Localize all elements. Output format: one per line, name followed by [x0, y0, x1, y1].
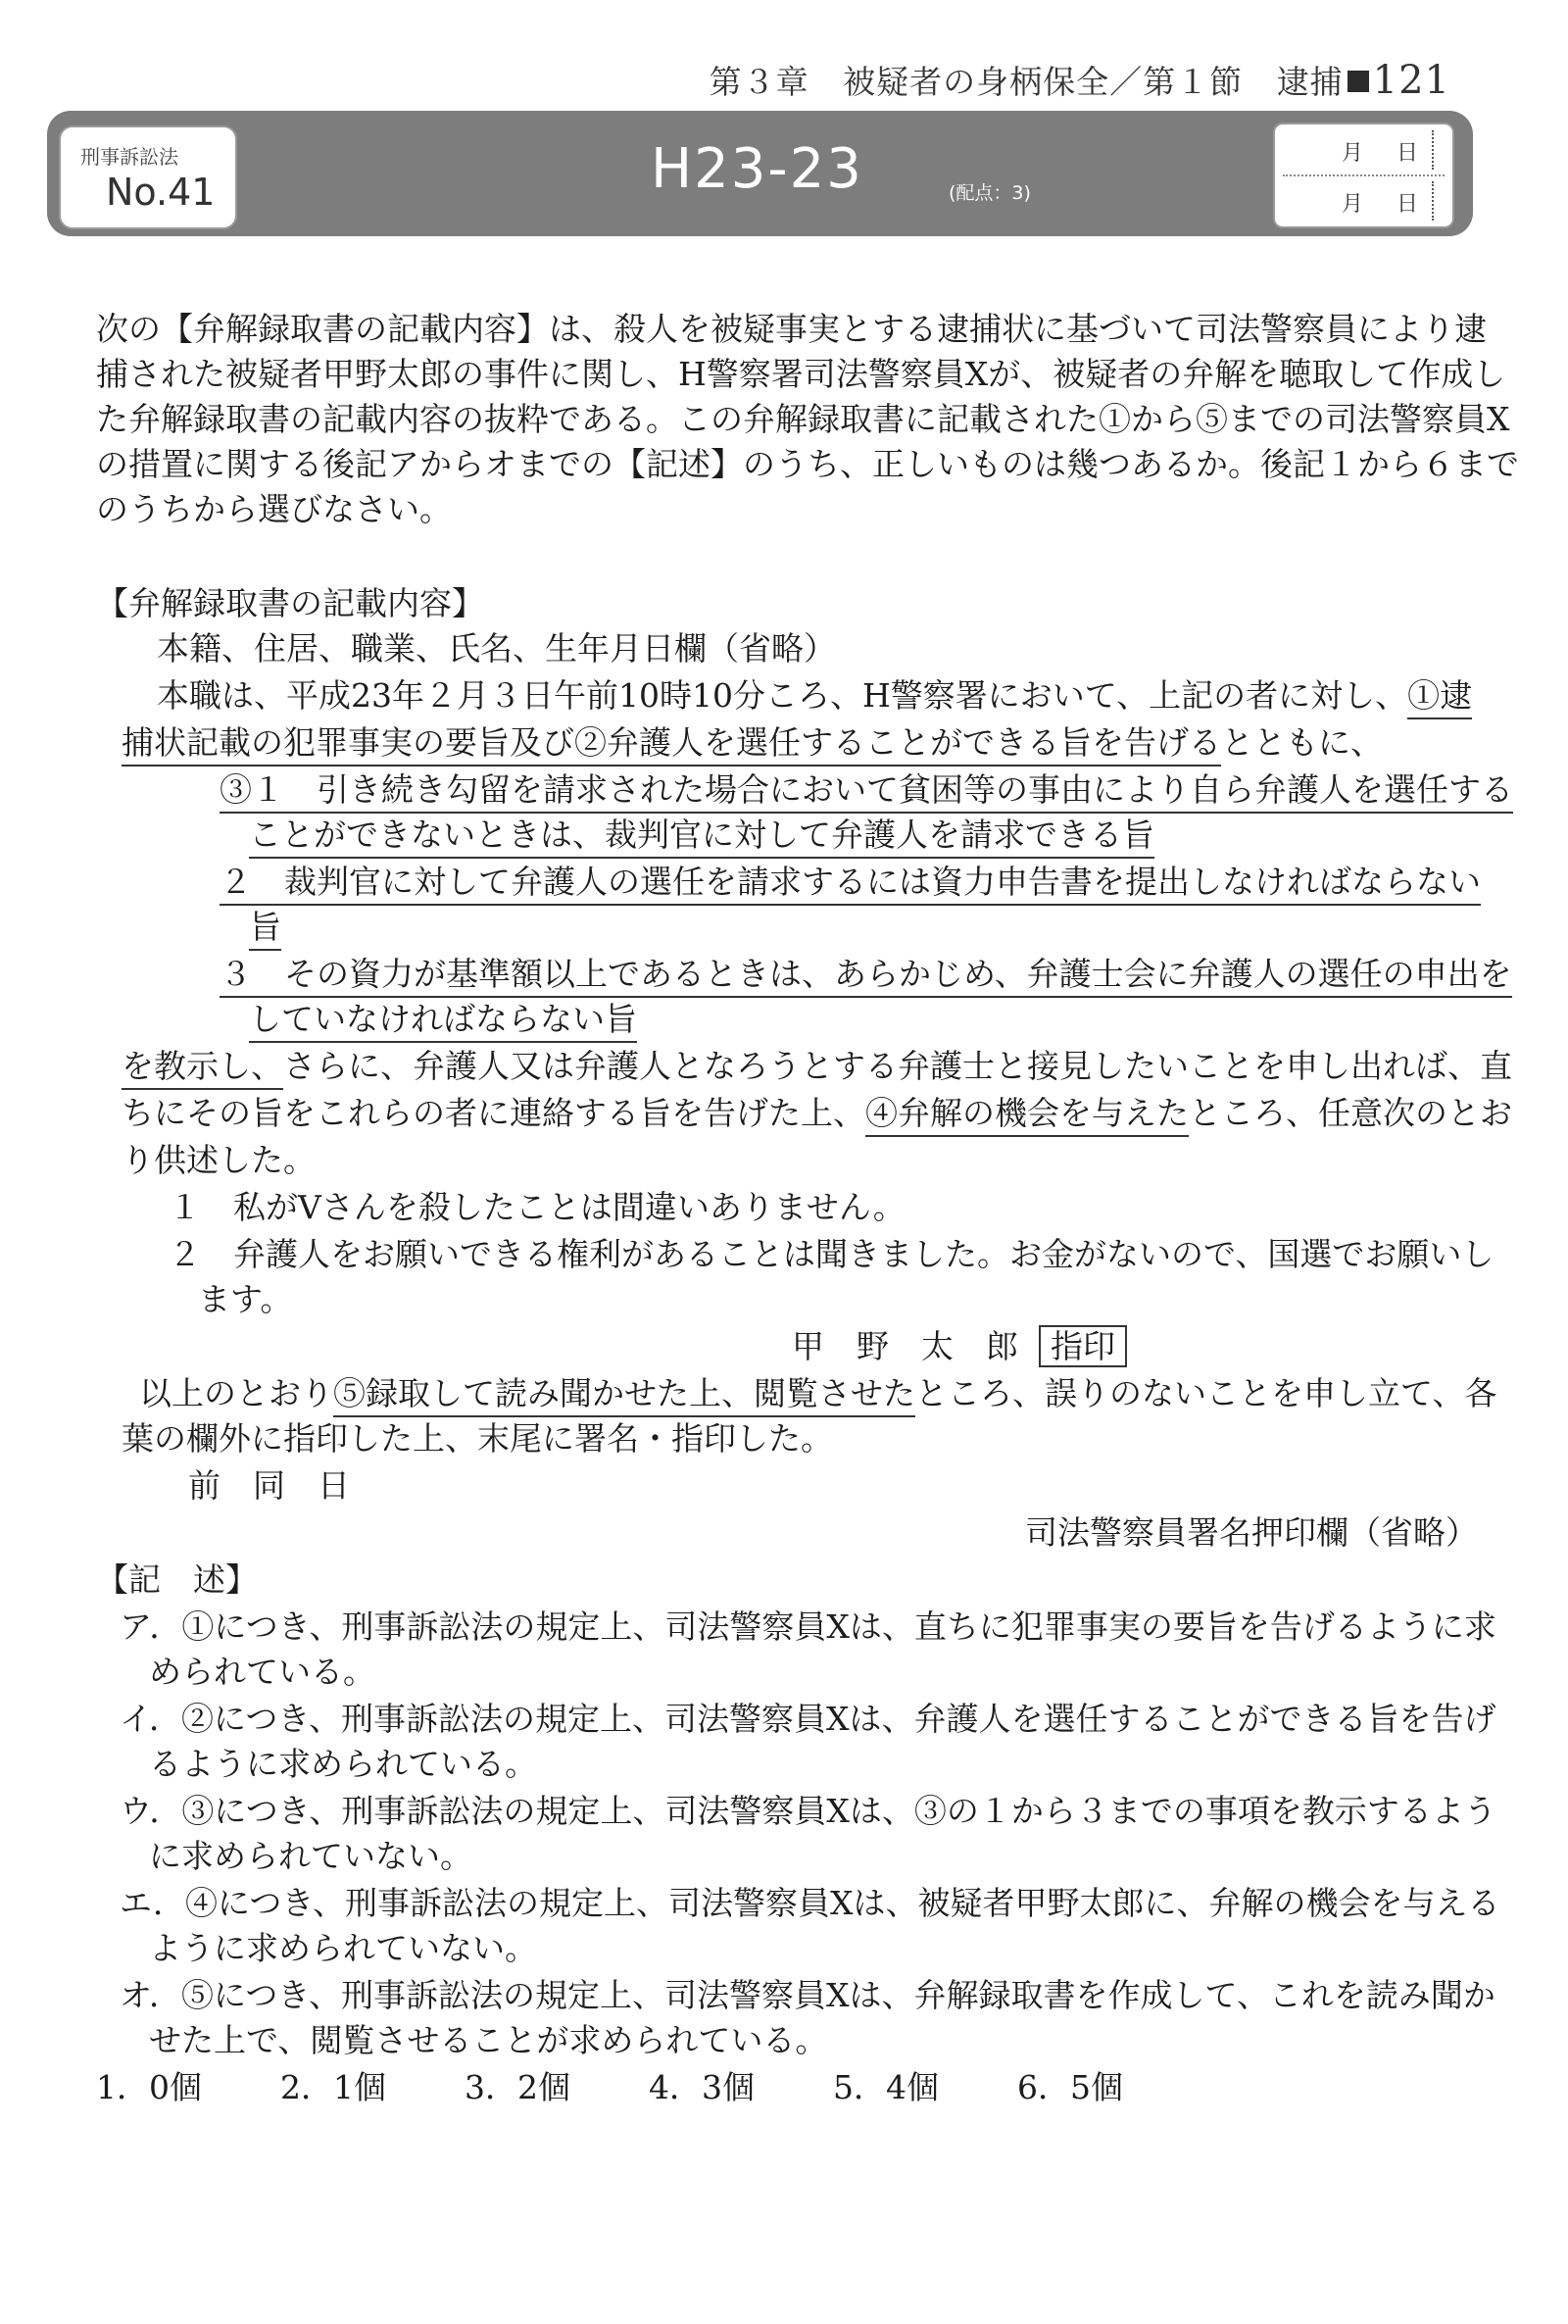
record-text: さらに、弁護人又は弁護人となろうとする弁護士と接見したいことを申し出れば、直	[283, 1047, 1512, 1085]
subject-label: 刑事訴訟法	[80, 145, 178, 169]
record-text: とともに、	[1221, 723, 1383, 762]
underlined-text: を教示し、	[122, 1047, 283, 1090]
question-card	[59, 125, 237, 229]
underlined-text: ④弁解の機会を与えた	[865, 1094, 1189, 1137]
question-line: 捕された被疑者甲野太郎の事件に関し、H警察署司法警察員Xが、被疑者の弁解を聴取して作成し	[96, 355, 1506, 393]
notice-item	[220, 949, 1512, 995]
record-line	[122, 1088, 1512, 1134]
statement-item-cont: せた上で、閲覧させることが求められている。	[149, 2021, 828, 2059]
record-line: 葉の欄外に指印した上、末尾に署名・指印した。	[122, 1419, 833, 1458]
question-number: No.41	[106, 171, 216, 214]
running-header	[710, 57, 1450, 103]
date-row-2[interactable]	[1275, 175, 1452, 224]
date-divider-line	[1432, 130, 1434, 170]
record-heading: 【弁解録取書の記載内容】	[96, 584, 484, 622]
underlined-text: ①逮	[1407, 676, 1472, 719]
question-line: 次の【弁解録取書の記載内容】は、殺人を被疑事実とする逮捕状に基づいて司法警察員により逮	[96, 310, 1487, 348]
statement-line: １ 私がVさんを殺したことは間違いありません。	[169, 1188, 906, 1226]
notice-item	[220, 857, 1481, 903]
statement-item-cont: るように求められている。	[149, 1745, 537, 1783]
month-label: 月	[1342, 141, 1364, 166]
fingerprint-box: 指印	[1039, 1325, 1127, 1367]
underlined-text: 旨	[249, 908, 281, 951]
choice-option[interactable]: 2．1個	[280, 2068, 386, 2106]
statement-line: ２ 弁護人をお願いできる権利があることは聞きました。お金がないので、国選でお願いし	[169, 1235, 1494, 1273]
statement-item: イ．②につき、刑事訴訟法の規定上、司法警察員Xは、弁護人を選任することができる旨を告げ	[120, 1700, 1496, 1738]
record-line	[157, 670, 1472, 717]
record-text: 本職は、平成23年２月３日午前10時10分ころ、H警察署において、上記の者に対し、	[157, 676, 1408, 715]
date-divider-line	[1432, 181, 1434, 221]
statement-item: オ．⑤につき、刑事訴訟法の規定上、司法警察員Xは、弁解録取書を作成して、これを読み聞か	[120, 1976, 1495, 2014]
record-personal: 本籍、住居、職業、氏名、生年月日欄（省略）	[157, 629, 836, 668]
notice-item	[249, 902, 281, 948]
day-label: 日	[1396, 141, 1419, 166]
record-line	[122, 717, 1383, 764]
statement-item: ウ．③につき、刑事訴訟法の規定上、司法警察員Xは、③の１から３までの事項を教示するよう	[120, 1792, 1496, 1830]
record-date: 前 同 日	[188, 1466, 350, 1505]
study-date-box[interactable]	[1273, 123, 1454, 228]
underlined-text: 捕状記載の犯罪事実の要旨及び②弁護人を選任することができる旨を告げる	[122, 723, 1221, 766]
record-text: 以上のとおり	[139, 1374, 333, 1412]
underlined-text: ⑤録取して読み聞かせた上、閲覧させた	[333, 1374, 915, 1417]
choice-option[interactable]: 3．2個	[465, 2068, 570, 2106]
statement-item-cont: ように求められていない。	[149, 1929, 537, 1967]
choice-option[interactable]: 1．0個	[96, 2068, 202, 2106]
date-row-1[interactable]	[1275, 124, 1452, 173]
statement-line: ます。	[198, 1280, 293, 1318]
record-text: ところ、誤りのないことを申し立て、各	[915, 1374, 1497, 1412]
officer-signature-field: 司法警察員署名押印欄（省略）	[1025, 1513, 1478, 1552]
statement-item-cont: に求められていない。	[149, 1837, 472, 1875]
statement-item-cont: められている。	[149, 1653, 375, 1691]
question-line: た弁解録取書の記載内容の抜粋である。この弁解録取書に記載された①から⑤までの司法警察員X	[96, 400, 1510, 438]
record-line: り供述した。	[122, 1141, 316, 1179]
signer-name: 甲 野 太 郎	[792, 1327, 1018, 1365]
signature-line	[792, 1321, 1127, 1367]
underlined-text: ことができないときは、裁判官に対して弁護人を請求できる旨	[249, 816, 1154, 859]
question-line: のうちから選びなさい。	[96, 490, 452, 528]
day-label: 日	[1396, 192, 1419, 217]
square-separator-icon	[1348, 71, 1369, 92]
notice-item	[220, 765, 1513, 811]
underlined-text: していなければならない旨	[249, 1000, 637, 1043]
record-line	[139, 1368, 1496, 1414]
points-label: (配点：3)	[949, 182, 1031, 204]
question-line: の措置に関する後記アからオまでの【記述】のうち、正しいものは幾つあるか。後記１から６まで	[96, 445, 1519, 483]
choice-option[interactable]: 5．4個	[833, 2068, 939, 2106]
notice-item	[249, 994, 637, 1040]
statement-item: エ．④につき、刑事訴訟法の規定上、司法警察員Xは、被疑者甲野太郎に、弁解の機会を与える	[120, 1884, 1500, 1922]
record-text: ちにその旨をこれらの者に連絡する旨を告げた上、	[122, 1094, 865, 1132]
chapter-label: 第３章	[709, 63, 809, 101]
month-label: 月	[1342, 192, 1364, 217]
section-title: 被疑者の身柄保全／第１節	[843, 63, 1244, 101]
choice-option[interactable]: 4．3個	[649, 2068, 755, 2106]
exam-code: H23-23	[651, 137, 863, 201]
notice-item	[249, 810, 1154, 856]
underlined-text: ２ 裁判官に対して弁護人の選任を請求するには資力申告書を提出しなければならない	[220, 863, 1481, 906]
subsection-label: 逮捕	[1276, 63, 1344, 101]
record-line	[122, 1041, 1512, 1087]
choice-option[interactable]: 6．5個	[1017, 2068, 1123, 2106]
underlined-text: ３ その資力が基準額以上であるときは、あらかじめ、弁護士会に弁護人の選任の申出を	[220, 955, 1512, 998]
statement-item: ア．①につき、刑事訴訟法の規定上、司法警察員Xは、直ちに犯罪事実の要旨を告げるように求	[120, 1607, 1496, 1646]
page-number: 121	[1372, 58, 1450, 103]
statements-heading: 【記 述】	[96, 1560, 258, 1599]
record-text: ところ、任意次のとお	[1189, 1094, 1512, 1132]
underlined-text: ③１ 引き続き勾留を請求された場合において貧困等の事由により自ら弁護人を選任する	[220, 770, 1513, 814]
choice-list	[96, 2062, 1174, 2108]
